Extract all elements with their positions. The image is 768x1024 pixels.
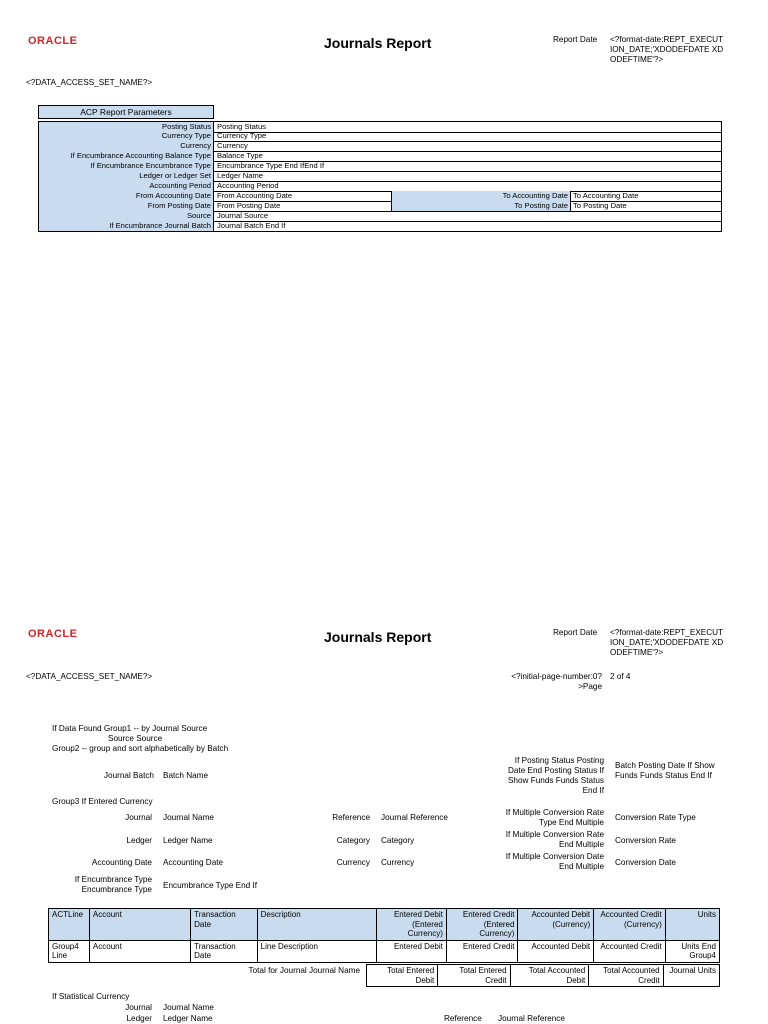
total-cell: Total Accounted Credit [589,965,663,987]
encumbrance-type-value: Encumbrance Type End If [163,881,258,890]
data-access-set: <?DATA_ACCESS_SET_NAME?> [26,78,153,87]
parameter-label: From Posting Date [39,201,214,211]
column-header: Description [257,909,377,941]
report-date-value: <?format-date:REPT_EXECUTION_DATE;'XDODEFDATE XDODEFTIME'?> [610,628,724,657]
parameter-value: From Accounting Date [217,191,293,200]
currency-label: Currency [336,858,370,867]
total-cell: Total Entered Debit [367,965,438,987]
table-cell: Units End Group4 [665,940,719,962]
totals-table [366,964,720,987]
parameter-label: Posting Status [39,122,214,132]
parameters-header: ACP Report Parameters [38,105,214,119]
parameter-value: Accounting Period [217,181,279,190]
parameter-label: Accounting Period [39,181,214,191]
parameter-label: Currency Type [39,131,214,141]
parameter-value: Posting Status [217,122,266,131]
stat-ledger-value: Ledger Name [163,1014,213,1023]
conversion-rate-type-label: If Multiple Conversion Rate Type End Multiple [505,808,604,827]
data-access-set: <?DATA_ACCESS_SET_NAME?> [26,672,153,681]
report-date-value: <?format-date:REPT_EXECUTION_DATE;'XDODEFDATE XDODEFTIME'?> [610,35,724,64]
group1-heading: If Data Found Group1 -- by Journal Source [52,724,208,733]
reference-label: Reference [332,813,370,822]
page-label: <?initial-page-number:0?>Page [511,672,602,691]
stat-reference-label: Reference [444,1014,482,1023]
parameter-label: Ledger or Ledger Set [39,171,214,181]
posting-status-value: Batch Posting Date If Show Funds Funds Status End If [615,761,715,780]
report-title: Journals Report [324,629,432,645]
stat-ledger-label: Ledger [126,1014,152,1023]
table-cell: Transaction Date [191,940,257,962]
table-cell: Accounted Credit [594,940,666,962]
category-value: Category [381,836,415,845]
conversion-date-value: Conversion Date [615,858,676,867]
column-header: Entered Credit (Entered Currency) [446,909,518,941]
total-label: Total for Journal Journal Name [248,966,360,975]
column-header: Entered Debit (Entered Currency) [377,909,447,941]
group1-source: Source Source [108,734,163,743]
parameter-label: To Posting Date [391,201,571,211]
accounting-date-label: Accounting Date [91,858,152,867]
table-cell: Line Description [257,940,377,962]
parameter-value: Currency [217,141,248,150]
parameter-value: Journal Batch End If [217,221,286,230]
parameter-value: Currency Type [217,131,267,140]
table-cell: Entered Debit [377,940,447,962]
journal-lines-table [48,908,720,963]
oracle-logo: ORACLE [28,628,78,640]
parameter-value: From Posting Date [217,201,281,210]
parameter-label: Source [39,211,214,221]
accounting-date-value: Accounting Date [163,858,224,867]
parameter-label: From Accounting Date [39,191,214,201]
journal-label: Journal [125,813,152,822]
parameter-value: Journal Source [217,211,269,220]
total-cell: Total Accounted Debit [510,965,589,987]
journal-batch-value: Batch Name [163,771,209,780]
table-header-row [49,909,720,941]
parameter-label: If Encumbrance Journal Batch [39,221,214,231]
statistical-heading: If Statistical Currency [52,992,130,1001]
column-header: Accounted Credit (Currency) [594,909,666,941]
conversion-rate-type-value: Conversion Rate Type [615,813,696,822]
parameter-value: Encumbrance Type End IfEnd If [217,161,325,170]
table-row [49,940,720,962]
encumbrance-type-label: If Encumbrance Type Encumbrance Type [74,875,152,894]
oracle-logo: ORACLE [28,35,78,47]
reference-value: Journal Reference [381,813,448,822]
parameter-value: Balance Type [217,151,263,160]
conversion-date-label: If Multiple Conversion Date End Multiple [505,852,604,871]
table-cell: Account [89,940,190,962]
column-header: Account [89,909,190,941]
ledger-value: Ledger Name [163,836,213,845]
journal-value: Journal Name [163,813,214,822]
column-header: Accounted Debit (Currency) [518,909,594,941]
total-cell: Journal Units [663,965,719,987]
posting-status-label: If Posting Status Posting Date End Posting Status If Show Funds Funds Status End If [507,756,604,795]
report-date-label: Report Date [553,35,598,44]
parameter-label: If Encumbrance Accounting Balance Type [39,151,214,161]
group2-heading: Group2 -- group and sort alphabetically by Batch [52,744,229,753]
currency-value: Currency [381,858,415,867]
conversion-rate-value: Conversion Rate [615,836,676,845]
stat-journal-label: Journal [125,1003,152,1012]
group3-heading: Group3 If Entered Currency [52,797,153,806]
parameter-row [38,221,722,232]
total-cell: Total Entered Credit [438,965,510,987]
table-cell: Group4 Line [49,940,90,962]
page-value: 2 of 4 [610,672,631,681]
parameter-label: If Encumbrance Encumbrance Type [39,161,214,171]
report-date-label: Report Date [553,628,598,637]
parameter-label: Currency [39,141,214,151]
parameter-value: To Posting Date [573,201,627,210]
parameter-value: To Accounting Date [573,191,639,200]
report-title: Journals Report [324,35,432,51]
parameter-value: Ledger Name [217,171,264,180]
column-header: Units [665,909,719,941]
column-header: ACTLine [49,909,90,941]
ledger-label: Ledger [126,836,152,845]
category-label: Category [336,836,370,845]
column-header: Transaction Date [191,909,257,941]
stat-reference-value: Journal Reference [498,1014,565,1023]
table-cell: Accounted Debit [518,940,594,962]
journal-batch-label: Journal Batch [103,771,154,780]
conversion-rate-label: If Multiple Conversion Rate End Multiple [505,830,604,849]
parameter-label: To Accounting Date [391,191,571,201]
stat-journal-value: Journal Name [163,1003,214,1012]
table-cell: Entered Credit [446,940,518,962]
totals-row [367,965,720,987]
